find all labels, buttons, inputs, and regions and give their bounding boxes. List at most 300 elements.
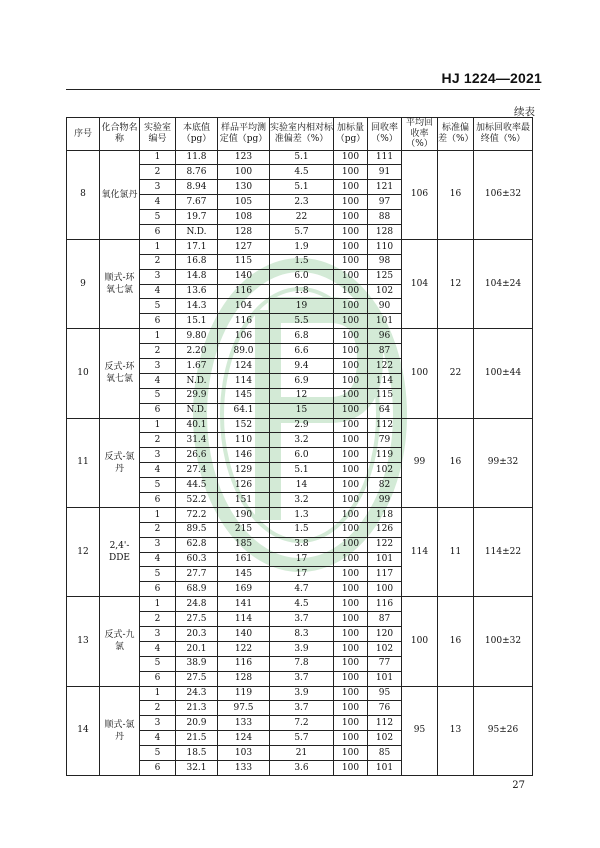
sample-mean: 114	[218, 612, 270, 627]
rsd-value: 6.6	[270, 344, 334, 359]
compound-name: 顺式-氯丹	[100, 686, 140, 775]
final-recovery: 100±44	[474, 329, 533, 418]
table-header-row	[67, 118, 533, 151]
rsd-value: 1.5	[270, 254, 334, 269]
background-value: 27.4	[176, 463, 218, 478]
column-header: 本底值（pg）	[176, 118, 218, 151]
background-value: 60.3	[176, 552, 218, 567]
rsd-value: 2.9	[270, 418, 334, 433]
sample-mean: 89.0	[218, 344, 270, 359]
background-value: 52.2	[176, 492, 218, 507]
compound-name: 氧化氯丹	[100, 150, 140, 239]
lab-number: 4	[140, 731, 176, 746]
background-value: 27.7	[176, 567, 218, 582]
background-value: 18.5	[176, 746, 218, 761]
rsd-value: 3.2	[270, 433, 334, 448]
spike-amount: 100	[334, 537, 368, 552]
standard-deviation: 13	[438, 686, 474, 775]
recovery-value: 97	[368, 195, 402, 210]
compound-name: 反式-环氧七氯	[100, 329, 140, 418]
recovery-table	[66, 117, 533, 776]
sample-mean: 103	[218, 746, 270, 761]
compound-name: 2,4'-DDE	[100, 507, 140, 596]
rsd-value: 14	[270, 478, 334, 493]
background-value: 17.1	[176, 239, 218, 254]
table-row	[67, 150, 533, 165]
recovery-value: 118	[368, 507, 402, 522]
rsd-value: 5.5	[270, 314, 334, 329]
column-header: 加标回收率最终值（%）	[474, 118, 533, 151]
recovery-value: 116	[368, 597, 402, 612]
background-value: 11.8	[176, 150, 218, 165]
table-row	[67, 597, 533, 612]
rsd-value: 1.9	[270, 239, 334, 254]
lab-number: 3	[140, 716, 176, 731]
recovery-value: 117	[368, 567, 402, 582]
lab-number: 2	[140, 433, 176, 448]
recovery-value: 76	[368, 701, 402, 716]
column-header: 实验室编号	[140, 118, 176, 151]
recovery-value: 90	[368, 299, 402, 314]
average-recovery: 106	[402, 150, 438, 239]
rsd-value: 3.9	[270, 641, 334, 656]
background-value: 40.1	[176, 418, 218, 433]
lab-number: 1	[140, 597, 176, 612]
table-row	[67, 686, 533, 701]
background-value: 72.2	[176, 507, 218, 522]
average-recovery: 114	[402, 507, 438, 596]
recovery-value: 110	[368, 239, 402, 254]
recovery-value: 79	[368, 433, 402, 448]
sample-mean: 161	[218, 552, 270, 567]
background-value: 31.4	[176, 433, 218, 448]
lab-number: 3	[140, 358, 176, 373]
column-header: 化合物名称	[100, 118, 140, 151]
recovery-value: 125	[368, 269, 402, 284]
spike-amount: 100	[334, 612, 368, 627]
background-value: 8.94	[176, 180, 218, 195]
recovery-value: 114	[368, 373, 402, 388]
rsd-value: 6.9	[270, 373, 334, 388]
average-recovery: 95	[402, 686, 438, 775]
recovery-value: 96	[368, 329, 402, 344]
rsd-value: 17	[270, 552, 334, 567]
group-number: 12	[67, 507, 100, 596]
sample-mean: 141	[218, 597, 270, 612]
sample-mean: 114	[218, 373, 270, 388]
background-value: 26.6	[176, 448, 218, 463]
recovery-value: 98	[368, 254, 402, 269]
sample-mean: 145	[218, 388, 270, 403]
sample-mean: 133	[218, 761, 270, 776]
background-value: 24.3	[176, 686, 218, 701]
background-value: 8.76	[176, 165, 218, 180]
recovery-value: 102	[368, 463, 402, 478]
recovery-value: 120	[368, 627, 402, 642]
final-recovery: 104±24	[474, 239, 533, 328]
column-header: 加标量（pg）	[334, 118, 368, 151]
sample-mean: 145	[218, 567, 270, 582]
background-value: 13.6	[176, 284, 218, 299]
standard-deviation: 11	[438, 507, 474, 596]
sample-mean: 127	[218, 239, 270, 254]
rsd-value: 2.3	[270, 195, 334, 210]
final-recovery: 95±26	[474, 686, 533, 775]
background-value: 14.3	[176, 299, 218, 314]
recovery-value: 102	[368, 731, 402, 746]
recovery-value: 102	[368, 284, 402, 299]
rsd-value: 3.8	[270, 537, 334, 552]
page-number: 27	[512, 780, 525, 791]
spike-amount: 100	[334, 284, 368, 299]
average-recovery: 99	[402, 418, 438, 507]
spike-amount: 100	[334, 671, 368, 686]
recovery-value: 128	[368, 224, 402, 239]
recovery-value: 87	[368, 612, 402, 627]
lab-number: 5	[140, 299, 176, 314]
sample-mean: 119	[218, 686, 270, 701]
sample-mean: 116	[218, 284, 270, 299]
recovery-value: 115	[368, 388, 402, 403]
recovery-value: 100	[368, 582, 402, 597]
group-number: 8	[67, 150, 100, 239]
group-number: 10	[67, 329, 100, 418]
standard-deviation: 22	[438, 329, 474, 418]
recovery-value: 126	[368, 522, 402, 537]
spike-amount: 100	[334, 716, 368, 731]
spike-amount: 100	[334, 433, 368, 448]
compound-name: 反式-氯丹	[100, 418, 140, 507]
sample-mean: 64.1	[218, 403, 270, 418]
lab-number: 3	[140, 627, 176, 642]
spike-amount: 100	[334, 165, 368, 180]
lab-number: 2	[140, 254, 176, 269]
sample-mean: 185	[218, 537, 270, 552]
spike-amount: 100	[334, 254, 368, 269]
lab-number: 4	[140, 373, 176, 388]
spike-amount: 100	[334, 195, 368, 210]
sample-mean: 105	[218, 195, 270, 210]
spike-amount: 100	[334, 418, 368, 433]
rsd-value: 7.8	[270, 656, 334, 671]
sample-mean: 100	[218, 165, 270, 180]
lab-number: 4	[140, 284, 176, 299]
spike-amount: 100	[334, 150, 368, 165]
lab-number: 3	[140, 269, 176, 284]
standard-deviation: 16	[438, 597, 474, 686]
lab-number: 3	[140, 180, 176, 195]
recovery-value: 91	[368, 165, 402, 180]
recovery-value: 99	[368, 492, 402, 507]
sample-mean: 122	[218, 641, 270, 656]
lab-number: 2	[140, 612, 176, 627]
lab-number: 4	[140, 641, 176, 656]
sample-mean: 129	[218, 463, 270, 478]
rsd-value: 22	[270, 210, 334, 225]
spike-amount: 100	[334, 686, 368, 701]
lab-number: 6	[140, 403, 176, 418]
rsd-value: 15	[270, 403, 334, 418]
rsd-value: 3.9	[270, 686, 334, 701]
sample-mean: 128	[218, 224, 270, 239]
sample-mean: 152	[218, 418, 270, 433]
background-value: 20.3	[176, 627, 218, 642]
sample-mean: 124	[218, 731, 270, 746]
lab-number: 5	[140, 746, 176, 761]
column-header: 平均回收率（%）	[402, 118, 438, 151]
rsd-value: 6.8	[270, 329, 334, 344]
spike-amount: 100	[334, 522, 368, 537]
background-value: 68.9	[176, 582, 218, 597]
rsd-value: 21	[270, 746, 334, 761]
spike-amount: 100	[334, 641, 368, 656]
background-value: 24.8	[176, 597, 218, 612]
background-value: 62.8	[176, 537, 218, 552]
sample-mean: 140	[218, 269, 270, 284]
background-value: 15.1	[176, 314, 218, 329]
rsd-value: 3.7	[270, 701, 334, 716]
group-number: 13	[67, 597, 100, 686]
spike-amount: 100	[334, 463, 368, 478]
sample-mean: 108	[218, 210, 270, 225]
spike-amount: 100	[334, 180, 368, 195]
average-recovery: 100	[402, 597, 438, 686]
recovery-value: 82	[368, 478, 402, 493]
spike-amount: 100	[334, 746, 368, 761]
sample-mean: 146	[218, 448, 270, 463]
rsd-value: 19	[270, 299, 334, 314]
spike-amount: 100	[334, 344, 368, 359]
rsd-value: 7.2	[270, 716, 334, 731]
lab-number: 2	[140, 522, 176, 537]
final-recovery: 100±32	[474, 597, 533, 686]
lab-number: 3	[140, 537, 176, 552]
background-value: 21.5	[176, 731, 218, 746]
spike-amount: 100	[334, 656, 368, 671]
background-value: 27.5	[176, 671, 218, 686]
lab-number: 6	[140, 314, 176, 329]
recovery-value: 119	[368, 448, 402, 463]
recovery-value: 88	[368, 210, 402, 225]
rsd-value: 3.2	[270, 492, 334, 507]
final-recovery: 99±32	[474, 418, 533, 507]
standard-deviation: 12	[438, 239, 474, 328]
lab-number: 5	[140, 478, 176, 493]
lab-number: 5	[140, 388, 176, 403]
rsd-value: 9.4	[270, 358, 334, 373]
lab-number: 5	[140, 210, 176, 225]
lab-number: 2	[140, 344, 176, 359]
group-number: 14	[67, 686, 100, 775]
spike-amount: 100	[334, 701, 368, 716]
lab-number: 2	[140, 165, 176, 180]
rsd-value: 6.0	[270, 269, 334, 284]
header-rule	[66, 89, 540, 90]
background-value: 16.8	[176, 254, 218, 269]
background-value: 29.9	[176, 388, 218, 403]
spike-amount: 100	[334, 507, 368, 522]
background-value: 21.3	[176, 701, 218, 716]
spike-amount: 100	[334, 210, 368, 225]
background-value: 2.20	[176, 344, 218, 359]
recovery-value: 121	[368, 180, 402, 195]
recovery-value: 77	[368, 656, 402, 671]
background-value: N.D.	[176, 373, 218, 388]
lab-number: 1	[140, 239, 176, 254]
spike-amount: 100	[334, 582, 368, 597]
average-recovery: 100	[402, 329, 438, 418]
column-header: 实验室内相对标准偏差（%）	[270, 118, 334, 151]
background-value: 14.8	[176, 269, 218, 284]
rsd-value: 5.7	[270, 224, 334, 239]
sample-mean: 124	[218, 358, 270, 373]
recovery-value: 101	[368, 552, 402, 567]
sample-mean: 116	[218, 314, 270, 329]
rsd-value: 1.8	[270, 284, 334, 299]
spike-amount: 100	[334, 597, 368, 612]
table-row	[67, 239, 533, 254]
sample-mean: 106	[218, 329, 270, 344]
spike-amount: 100	[334, 239, 368, 254]
spike-amount: 100	[334, 388, 368, 403]
rsd-value: 5.1	[270, 463, 334, 478]
rsd-value: 12	[270, 388, 334, 403]
sample-mean: 126	[218, 478, 270, 493]
lab-number: 5	[140, 567, 176, 582]
sample-mean: 110	[218, 433, 270, 448]
compound-name: 顺式-环氧七氯	[100, 239, 140, 328]
background-value: 20.1	[176, 641, 218, 656]
lab-number: 6	[140, 492, 176, 507]
lab-number: 1	[140, 329, 176, 344]
lab-number: 6	[140, 671, 176, 686]
spike-amount: 100	[334, 731, 368, 746]
average-recovery: 104	[402, 239, 438, 328]
group-number: 9	[67, 239, 100, 328]
recovery-value: 101	[368, 314, 402, 329]
lab-number: 1	[140, 507, 176, 522]
lab-number: 6	[140, 761, 176, 776]
rsd-value: 1.5	[270, 522, 334, 537]
spike-amount: 100	[334, 448, 368, 463]
spike-amount: 100	[334, 478, 368, 493]
rsd-value: 4.5	[270, 597, 334, 612]
standard-deviation: 16	[438, 418, 474, 507]
sample-mean: 151	[218, 492, 270, 507]
lab-number: 1	[140, 150, 176, 165]
lab-number: 4	[140, 195, 176, 210]
sample-mean: 169	[218, 582, 270, 597]
sample-mean: 130	[218, 180, 270, 195]
background-value: 27.5	[176, 612, 218, 627]
lab-number: 4	[140, 552, 176, 567]
recovery-value: 101	[368, 761, 402, 776]
recovery-value: 112	[368, 418, 402, 433]
sample-mean: 104	[218, 299, 270, 314]
rsd-value: 5.7	[270, 731, 334, 746]
rsd-value: 3.7	[270, 671, 334, 686]
rsd-value: 1.3	[270, 507, 334, 522]
spike-amount: 100	[334, 492, 368, 507]
column-header: 标准偏差（%）	[438, 118, 474, 151]
lab-number: 5	[140, 656, 176, 671]
lab-number: 1	[140, 418, 176, 433]
standard-code: HJ 1224—2021	[441, 70, 542, 86]
sample-mean: 128	[218, 671, 270, 686]
recovery-value: 122	[368, 537, 402, 552]
background-value: 19.7	[176, 210, 218, 225]
standard-deviation: 16	[438, 150, 474, 239]
recovery-value: 102	[368, 641, 402, 656]
table-body	[67, 150, 533, 775]
rsd-value: 4.5	[270, 165, 334, 180]
recovery-value: 101	[368, 671, 402, 686]
column-header: 回收率（%）	[368, 118, 402, 151]
rsd-value: 3.6	[270, 761, 334, 776]
sample-mean: 115	[218, 254, 270, 269]
spike-amount: 100	[334, 314, 368, 329]
rsd-value: 17	[270, 567, 334, 582]
spike-amount: 100	[334, 761, 368, 776]
lab-number: 3	[140, 448, 176, 463]
final-recovery: 106±32	[474, 150, 533, 239]
sample-mean: 116	[218, 656, 270, 671]
sample-mean: 97.5	[218, 701, 270, 716]
spike-amount: 100	[334, 552, 368, 567]
spike-amount: 100	[334, 567, 368, 582]
rsd-value: 8.3	[270, 627, 334, 642]
column-header: 序号	[67, 118, 100, 151]
background-value: 20.9	[176, 716, 218, 731]
column-header: 样品平均测定值（pg）	[218, 118, 270, 151]
sample-mean: 133	[218, 716, 270, 731]
recovery-value: 122	[368, 358, 402, 373]
spike-amount: 100	[334, 224, 368, 239]
lab-number: 6	[140, 582, 176, 597]
spike-amount: 100	[334, 358, 368, 373]
table-row	[67, 418, 533, 433]
spike-amount: 100	[334, 403, 368, 418]
spike-amount: 100	[334, 329, 368, 344]
background-value: 1.67	[176, 358, 218, 373]
spike-amount: 100	[334, 627, 368, 642]
spike-amount: 100	[334, 269, 368, 284]
rsd-value: 5.1	[270, 180, 334, 195]
recovery-value: 64	[368, 403, 402, 418]
sample-mean: 215	[218, 522, 270, 537]
rsd-value: 4.7	[270, 582, 334, 597]
background-value: 44.5	[176, 478, 218, 493]
sample-mean: 140	[218, 627, 270, 642]
background-value: 38.9	[176, 656, 218, 671]
recovery-value: 112	[368, 716, 402, 731]
background-value: N.D.	[176, 224, 218, 239]
background-value: 89.5	[176, 522, 218, 537]
recovery-value: 95	[368, 686, 402, 701]
sample-mean: 123	[218, 150, 270, 165]
final-recovery: 114±22	[474, 507, 533, 596]
rsd-value: 6.0	[270, 448, 334, 463]
recovery-value: 87	[368, 344, 402, 359]
background-value: N.D.	[176, 403, 218, 418]
recovery-value: 111	[368, 150, 402, 165]
background-value: 9.80	[176, 329, 218, 344]
background-value: 7.67	[176, 195, 218, 210]
lab-number: 6	[140, 224, 176, 239]
table-row	[67, 507, 533, 522]
spike-amount: 100	[334, 373, 368, 388]
table-row	[67, 329, 533, 344]
